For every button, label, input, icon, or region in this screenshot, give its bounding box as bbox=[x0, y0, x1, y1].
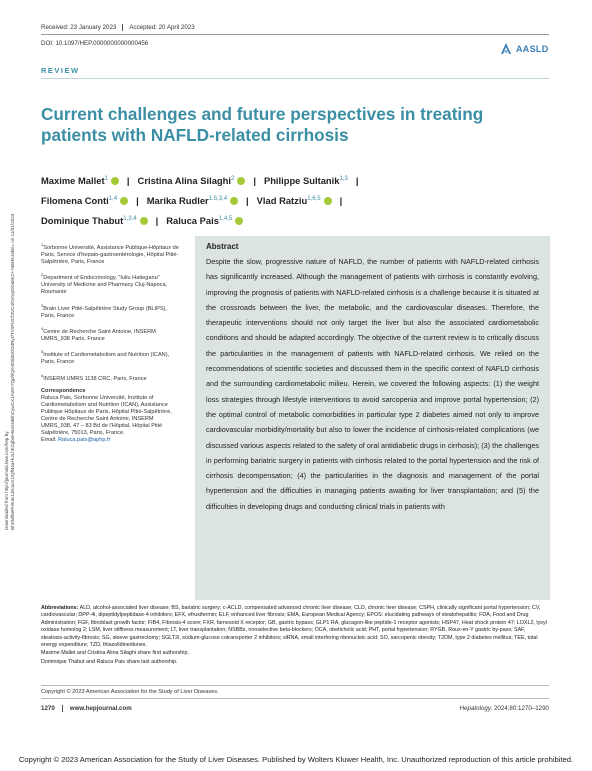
front-matter-notes bbox=[41, 605, 549, 666]
affiliation-text: Sorbonne Université, Assistance Publique-Hôpitaux de Paris, Service d'hepato-gastroentérologie, Hôpital Pitié-Salpêtrière, Paris, France bbox=[41, 244, 179, 265]
orcid-icon[interactable] bbox=[140, 217, 148, 225]
section-rule bbox=[41, 78, 549, 79]
affiliation bbox=[41, 325, 181, 343]
author[interactable] bbox=[138, 175, 246, 186]
abbreviations-text: ALD, alcohol-associated liver disease; BS, bariatric surgery; c-ACLD, compensated advanced chronic liver disease; CLD, chronic liver disease; CSPH, clinically significant portal hypertension; CV, cardiovascular; DPP-4i, dipeptidylpeptidase-4 inhibitors; EFX, efruxifermin; ELF, enhanced liver fibrosis; EMA, European Medical Agency; EPOS: elucidating pathways of steatohepatitis; FDA, Food and Drug Administration; FGF, fibroblast growth factor; FIB4, Fibrosis-4 score; FXR, farnesoid X receptor; GB, gastric bypass; GLP1 RA, glucagon-like peptide-1 receptor agonists; HSP47, Heat shock protein 47; LOXL2, lysyl oxidase homolog 2; LSM, liver stiffness measurement; LT, liver transplantation; NSBBs, nonselective beta-blockers; OCA, obeticholic acid; PHT, portal hypertension; RYGB, Roux-en-Y gastric by-pass; SAF, steatosis-activity-fibrosis; SG, sleeve gastrectomy; SGLT2i, sodium-glucose cotransporter 2 inhibitors; siRNA, small interfering ribonucleic acid; SO, sarcopenic obesity; T2DM, type 2 diabetes mellitus; TEE, total energy expenditure; TZD, thiazolidinediones. bbox=[41, 605, 547, 649]
affiliation-number: 1 bbox=[41, 242, 44, 247]
author-name: Vlad Ratziu bbox=[256, 195, 308, 207]
author-affiliation-ref: 1,3 bbox=[339, 176, 348, 182]
author-separator: | bbox=[355, 175, 359, 187]
author-separator: | bbox=[126, 175, 130, 187]
top-rule bbox=[41, 34, 549, 35]
affiliation bbox=[41, 348, 181, 366]
authorship-note: Dominique Thabut and Raluca Pais share last authorship. bbox=[41, 658, 178, 665]
journal-citation bbox=[460, 705, 549, 712]
author-affiliation-ref: 2 bbox=[230, 176, 235, 182]
abstract-heading: Abstract bbox=[206, 242, 239, 251]
page-footer bbox=[41, 705, 549, 712]
author-separator: | bbox=[246, 195, 249, 207]
aasld-logo-icon bbox=[499, 42, 513, 56]
author-name: Philippe Sultanik bbox=[263, 175, 340, 187]
author-affiliation-ref: 1 bbox=[104, 176, 108, 182]
author-name: Filomena Conti bbox=[41, 195, 109, 207]
author-separator: | bbox=[339, 195, 343, 207]
copyright-notice: Copyright © 2023 American Association for the Study of Liver Diseases. Published by Wolters Kluwer Health, Inc. Unauthorized reproduction of this article prohibited. bbox=[18, 755, 574, 764]
article-title: Current challenges and future perspectives in treating patients with NAFLD-related cirrhosis bbox=[41, 104, 484, 145]
author-name: Marika Rudler bbox=[146, 195, 209, 207]
section-label: REVIEW bbox=[41, 66, 80, 75]
affiliation-number: 4 bbox=[41, 326, 44, 332]
abbreviations bbox=[41, 605, 549, 649]
author[interactable] bbox=[264, 175, 348, 186]
orcid-icon[interactable] bbox=[237, 177, 245, 185]
author[interactable] bbox=[166, 215, 243, 226]
affiliation bbox=[41, 302, 181, 320]
orcid-icon[interactable] bbox=[111, 177, 119, 185]
affiliation-number: 3 bbox=[41, 302, 44, 308]
author-separator: | bbox=[155, 215, 159, 227]
received-date: Received: 23 January 2023 bbox=[41, 24, 117, 32]
affiliation bbox=[41, 271, 181, 296]
author-name: Cristina Alina Silaghi bbox=[137, 175, 231, 187]
author[interactable] bbox=[41, 215, 148, 226]
orcid-icon[interactable] bbox=[235, 217, 243, 225]
affiliation-text: INSERM UMRS 1138 CRC, Paris, France bbox=[43, 375, 147, 382]
doi: DOI: 10.1097/HEP.0000000000000456 bbox=[41, 40, 149, 47]
authorship-note: Maxime Mallet and Cristina Alina Silaghi share first authorship. bbox=[41, 650, 189, 657]
affiliation-number: 5 bbox=[41, 349, 44, 355]
author-list bbox=[41, 170, 541, 230]
journal-url[interactable]: www.hepjournal.com bbox=[69, 705, 132, 713]
copyright-line: Copyright © 2023 American Association for the Study of Liver Diseases. bbox=[41, 689, 219, 695]
journal-name: Hepatology. bbox=[459, 705, 493, 712]
email-link[interactable]: Raluca.pais@aphp.fr bbox=[58, 437, 111, 444]
orcid-icon[interactable] bbox=[230, 197, 238, 205]
affiliations bbox=[41, 241, 181, 444]
affiliation-number: 2 bbox=[41, 272, 44, 278]
author-affiliation-ref: 1,3,4 bbox=[123, 216, 137, 223]
citation-detail: 2024;80:1270–1290 bbox=[493, 705, 549, 712]
orcid-icon[interactable] bbox=[120, 197, 128, 205]
footer-separator bbox=[62, 705, 63, 712]
affiliation-number: 6 bbox=[41, 372, 44, 378]
affiliation-text: Centre de Recherche Saint Antoine, INSERM UMRS_938 Paris, France bbox=[41, 328, 156, 342]
affiliation bbox=[41, 241, 181, 266]
correspondence-email bbox=[41, 437, 181, 444]
email-label: Email: bbox=[41, 437, 57, 444]
author-separator: | bbox=[136, 195, 139, 207]
aasld-logo-text: AASLD bbox=[516, 44, 549, 54]
author[interactable] bbox=[147, 195, 238, 206]
author-affiliation-ref: 1,4,5 bbox=[218, 216, 233, 223]
download-side-note: Downloaded from http://journals.lww.com/hep by BhDMf5ePHKav1zEoum1tQfN4a+kJLhEZgbsIHo4XMi0hCywCX1AWnYQp/IlQrHD3i3D0OdRyi7TvSFl4Cf3VC4/OAVpDDa8K2+Ya6H515kE= on 11/01/2024 bbox=[4, 213, 15, 530]
author[interactable] bbox=[257, 195, 332, 206]
affiliation-text: Department of Endocrinology, "Iuliu Hatieganu" University of Medicine and Pharmacy Cluj-Napoca, Roumanie bbox=[41, 275, 168, 296]
copyright-rule-top bbox=[41, 685, 549, 686]
author-name: Maxime Mallet bbox=[41, 175, 105, 187]
correspondence-text: Raluca Pais, Sorbonne Université, Institute of Cardiometabolism and Nutrition (ICAN), Assistance Publique Hôpitaux de Paris, Hôpital Pitié-Salpêtrière, Centre de Recherche Saint Antoine, INSERM UMRS_938, 47 – 83 Bd de l'Hôpital, Hôpital Pitié Salpêtrière, 75013, Paris, France. bbox=[41, 395, 172, 437]
page-number: 1270 bbox=[41, 705, 55, 713]
author-affiliation-ref: 1,5,3,4 bbox=[208, 196, 228, 203]
abstract-box bbox=[195, 236, 550, 600]
author-name: Raluca Pais bbox=[166, 215, 219, 227]
date-separator bbox=[122, 24, 123, 31]
accepted-date: Accepted: 20 April 2023 bbox=[129, 24, 195, 32]
copyright-rule-bottom bbox=[41, 698, 549, 699]
author-separator: | bbox=[253, 175, 256, 187]
affiliation bbox=[41, 372, 181, 383]
author-affiliation-ref: 1,6,5 bbox=[307, 196, 321, 203]
author[interactable] bbox=[41, 195, 128, 206]
author[interactable] bbox=[41, 175, 119, 186]
abbreviations-label: Abbreviations: bbox=[41, 605, 79, 611]
orcid-icon[interactable] bbox=[324, 197, 332, 205]
correspondence-heading: Correspondence bbox=[41, 388, 86, 395]
aasld-logo bbox=[499, 39, 559, 59]
affiliation-text: Brain Liver Pitié-Salpêtrière Study Group (BLIPS), Paris, France bbox=[41, 305, 167, 319]
abstract-text: Despite the slow, progressive nature of NAFLD, the number of patients with NAFLD-related cirrhosis has significantly increased. Although the management of patients with cirrhosis is constantly evolving, improving the prognosis of patients with NAFLD-related cirrhosis is a challenge because it is situated at the crossroads between the liver, the metabolic, and the cardiovascular diseases. Therefore, the therapeutic interventions should not only target the liver but also the associated cardiometabolic conditions and should be adapted accordingly. The objective of the current review is to critically discuss the particularities in the management of patients with NAFLD-related cirrhosis. We relied on the recommendations of scientific societies and discussed them in the specific context of NAFLD cirrhosis and the surrounding cardiometabolic milieu. Herein, we covered the following aspects: (1) the weight loss strategies through lifestyle interventions to avoid sarcopenia and improve portal hypertension; (2) the optimal control of metabolic comorbidities in particular type 2 diabetes aimed not only to improve cardiovascular morbidity/mortality but also to lower the incidence of cirrhosis-related complications (we discussed various aspects related to the safety of oral antidiabetic drugs in cirrhosis); (3) the challenges in performing bariatric surgery in patients with cirrhosis related to the portal hypertension and the risk of cirrhosis decompensation; (4) the particularities in the diagnosis and management of the portal hypertension and the difficulties in managing patients awaiting for liver transplantation; and (5) the difficulties in developing drugs and conducting clinical trials in patients with bbox=[206, 257, 539, 511]
article-dates bbox=[41, 24, 195, 31]
author-affiliation-ref: 1,4 bbox=[108, 196, 118, 203]
author-name: Dominique Thabut bbox=[41, 215, 124, 227]
affiliation-text: Institute of Cardiometabolism and Nutrition (ICAN), Paris, France bbox=[41, 352, 170, 366]
